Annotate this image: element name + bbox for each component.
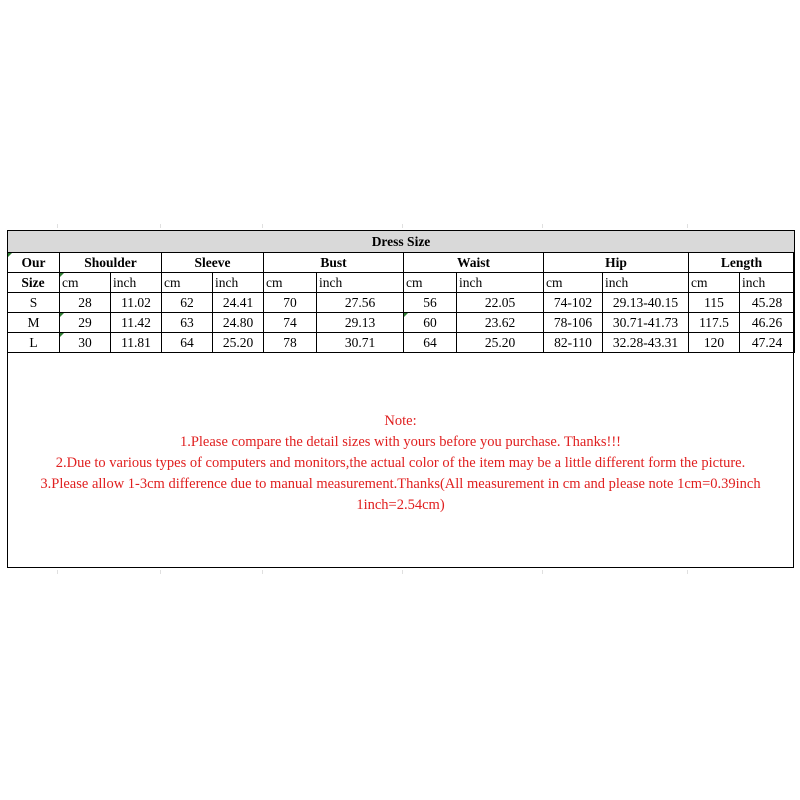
header-length: Length xyxy=(689,253,795,273)
size-chart-sheet xyxy=(7,230,794,568)
grid-tick xyxy=(542,224,543,228)
note-line: 1.Please compare the detail sizes with yours before you purchase. Thanks!!! xyxy=(179,434,622,450)
value-cell: 30.71-41.73 xyxy=(603,313,689,333)
unit-cell: inch xyxy=(603,273,689,293)
value-cell: 78-106 xyxy=(544,313,603,333)
value-cell: 32.28-43.31 xyxy=(603,333,689,353)
value-cell: 63 xyxy=(162,313,213,333)
grid-tick xyxy=(402,570,403,574)
value-cell: 70 xyxy=(264,293,317,313)
value-cell: 27.56 xyxy=(317,293,404,313)
value-cell: 30.71 xyxy=(317,333,404,353)
header-waist: Waist xyxy=(404,253,544,273)
value-cell: 64 xyxy=(404,333,457,353)
unit-cell: cm xyxy=(60,273,111,293)
value-cell: 25.20 xyxy=(213,333,264,353)
value-cell: 117.5 xyxy=(689,313,740,333)
value-cell: 11.81 xyxy=(111,333,162,353)
value-cell: 28 xyxy=(60,293,111,313)
unit-cell: inch xyxy=(213,273,264,293)
table-row xyxy=(8,333,795,353)
value-cell: 64 xyxy=(162,333,213,353)
header-bust: Bust xyxy=(264,253,404,273)
size-cell: L xyxy=(8,333,60,353)
table-title: Dress Size xyxy=(8,231,795,253)
header-sleeve: Sleeve xyxy=(162,253,264,273)
grid-tick xyxy=(160,570,161,574)
value-cell: 29 xyxy=(60,313,111,333)
grid-tick xyxy=(262,224,263,228)
unit-row xyxy=(8,273,795,293)
value-cell: 29.13-40.15 xyxy=(603,293,689,313)
value-cell: 24.80 xyxy=(213,313,264,333)
value-cell: 25.20 xyxy=(457,333,544,353)
unit-cell: inch xyxy=(111,273,162,293)
value-cell: 120 xyxy=(689,333,740,353)
value-cell: 60 xyxy=(404,313,457,333)
note-line: 3.Please allow 1-3cm difference due to manual measurement.Thanks(All measurement in cm and please note 1cm=0.39inch xyxy=(40,476,761,492)
value-cell: 11.42 xyxy=(111,313,162,333)
value-cell: 74-102 xyxy=(544,293,603,313)
unit-cell: cm xyxy=(264,273,317,293)
unit-cell: cm xyxy=(404,273,457,293)
unit-cell: inch xyxy=(457,273,544,293)
table-row xyxy=(8,293,795,313)
our-label: Our xyxy=(8,253,60,273)
value-cell: 46.26 xyxy=(740,313,795,333)
size-table xyxy=(7,230,795,353)
header-hip: Hip xyxy=(544,253,689,273)
value-cell: 11.02 xyxy=(111,293,162,313)
value-cell: 74 xyxy=(264,313,317,333)
note-line: 1inch=2.54cm) xyxy=(356,497,445,513)
unit-cell: cm xyxy=(162,273,213,293)
value-cell: 82-110 xyxy=(544,333,603,353)
value-cell: 22.05 xyxy=(457,293,544,313)
table-title-row xyxy=(8,231,795,253)
grid-tick xyxy=(160,224,161,228)
grid-tick xyxy=(687,570,688,574)
value-cell: 47.24 xyxy=(740,333,795,353)
value-cell: 115 xyxy=(689,293,740,313)
value-cell: 45.28 xyxy=(740,293,795,313)
size-cell: M xyxy=(8,313,60,333)
note-line: 2.Due to various types of computers and monitors,the actual color of the item may be a little different form the picture. xyxy=(55,455,746,471)
grid-tick xyxy=(57,224,58,228)
unit-cell: inch xyxy=(317,273,404,293)
notes-block xyxy=(8,411,793,516)
value-cell: 29.13 xyxy=(317,313,404,333)
unit-cell: inch xyxy=(740,273,795,293)
value-cell: 56 xyxy=(404,293,457,313)
value-cell: 30 xyxy=(60,333,111,353)
grid-tick xyxy=(57,570,58,574)
size-cell: S xyxy=(8,293,60,313)
note-heading: Note: xyxy=(384,413,417,429)
grid-tick xyxy=(687,224,688,228)
grid-tick xyxy=(542,570,543,574)
value-cell: 62 xyxy=(162,293,213,313)
value-cell: 78 xyxy=(264,333,317,353)
header-row xyxy=(8,253,795,273)
unit-cell: cm xyxy=(544,273,603,293)
value-cell: 23.62 xyxy=(457,313,544,333)
size-label: Size xyxy=(8,273,60,293)
unit-cell: cm xyxy=(689,273,740,293)
table-row xyxy=(8,313,795,333)
value-cell: 24.41 xyxy=(213,293,264,313)
grid-tick xyxy=(262,570,263,574)
header-shoulder: Shoulder xyxy=(60,253,162,273)
grid-tick xyxy=(402,224,403,228)
